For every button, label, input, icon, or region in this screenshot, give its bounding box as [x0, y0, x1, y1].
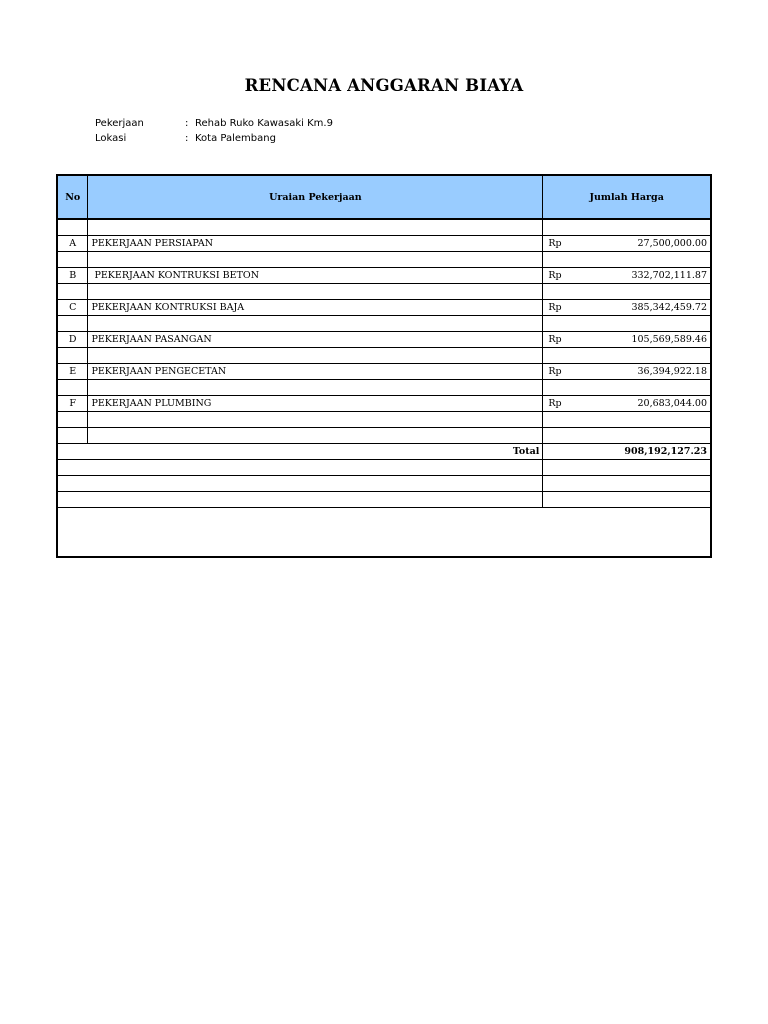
- currency-label: Rp: [548, 302, 562, 313]
- item-amount: 105,569,589.46: [631, 334, 707, 345]
- meta-separator: :: [185, 133, 189, 144]
- meta-separator: :: [185, 118, 189, 129]
- item-uraian: PEKERJAAN PLUMBING: [88, 396, 543, 412]
- item-amount: 36,394,922.18: [637, 366, 707, 377]
- budget-table: [56, 174, 712, 558]
- currency-label: Rp: [548, 398, 562, 409]
- table-row: [57, 268, 711, 284]
- empty-row: [57, 460, 711, 476]
- currency-label: Rp: [548, 366, 562, 377]
- item-harga: [543, 332, 711, 348]
- item-uraian: PEKERJAAN PASANGAN: [88, 332, 543, 348]
- empty-row: [57, 380, 711, 396]
- header-harga: Jumlah Harga: [543, 175, 711, 219]
- item-uraian: PEKERJAAN KONTRUKSI BAJA: [88, 300, 543, 316]
- meta-value: Rehab Ruko Kawasaki Km.9: [195, 118, 333, 129]
- item-harga: [543, 396, 711, 412]
- total-row: [57, 444, 711, 460]
- total-label: Total: [57, 444, 543, 460]
- item-uraian: PEKERJAAN PERSIAPAN: [88, 236, 543, 252]
- item-uraian: PEKERJAAN KONTRUKSI BETON: [88, 268, 543, 284]
- item-amount: 385,342,459.72: [631, 302, 707, 313]
- item-no: C: [57, 300, 88, 316]
- meta-value: Kota Palembang: [195, 133, 276, 144]
- item-no: E: [57, 364, 88, 380]
- empty-row: [57, 252, 711, 268]
- currency-label: Rp: [548, 334, 562, 345]
- item-harga: [543, 364, 711, 380]
- empty-row: [57, 492, 711, 508]
- table-row: [57, 300, 711, 316]
- header-no: No: [57, 175, 88, 219]
- table-row: [57, 364, 711, 380]
- item-harga: [543, 268, 711, 284]
- item-no: B: [57, 268, 88, 284]
- item-amount: 20,683,044.00: [637, 398, 707, 409]
- empty-row: [57, 219, 711, 236]
- document-title: RENCANA ANGGARAN BIAYA: [244, 76, 524, 95]
- empty-row: [57, 428, 711, 444]
- item-harga: [543, 300, 711, 316]
- empty-row: [57, 412, 711, 428]
- footer-block: [57, 508, 711, 558]
- meta-pekerjaan: [95, 116, 333, 131]
- item-harga: [543, 236, 711, 252]
- header-uraian: Uraian Pekerjaan: [88, 175, 543, 219]
- table-header-row: [57, 175, 711, 219]
- item-amount: 27,500,000.00: [637, 238, 707, 249]
- item-uraian: PEKERJAAN PENGECETAN: [88, 364, 543, 380]
- currency-label: Rp: [548, 270, 562, 281]
- currency-label: Rp: [548, 238, 562, 249]
- table-row: [57, 332, 711, 348]
- empty-row: [57, 476, 711, 492]
- item-amount: 332,702,111.87: [631, 270, 707, 281]
- total-value: 908,192,127.23: [543, 444, 711, 460]
- empty-row: [57, 348, 711, 364]
- item-no: A: [57, 236, 88, 252]
- table-row: [57, 236, 711, 252]
- item-no: F: [57, 396, 88, 412]
- empty-row: [57, 316, 711, 332]
- item-no: D: [57, 332, 88, 348]
- table-row: [57, 396, 711, 412]
- meta-lokasi: [95, 131, 276, 146]
- empty-row: [57, 284, 711, 300]
- meta-label: Lokasi: [95, 133, 127, 144]
- meta-label: Pekerjaan: [95, 118, 144, 129]
